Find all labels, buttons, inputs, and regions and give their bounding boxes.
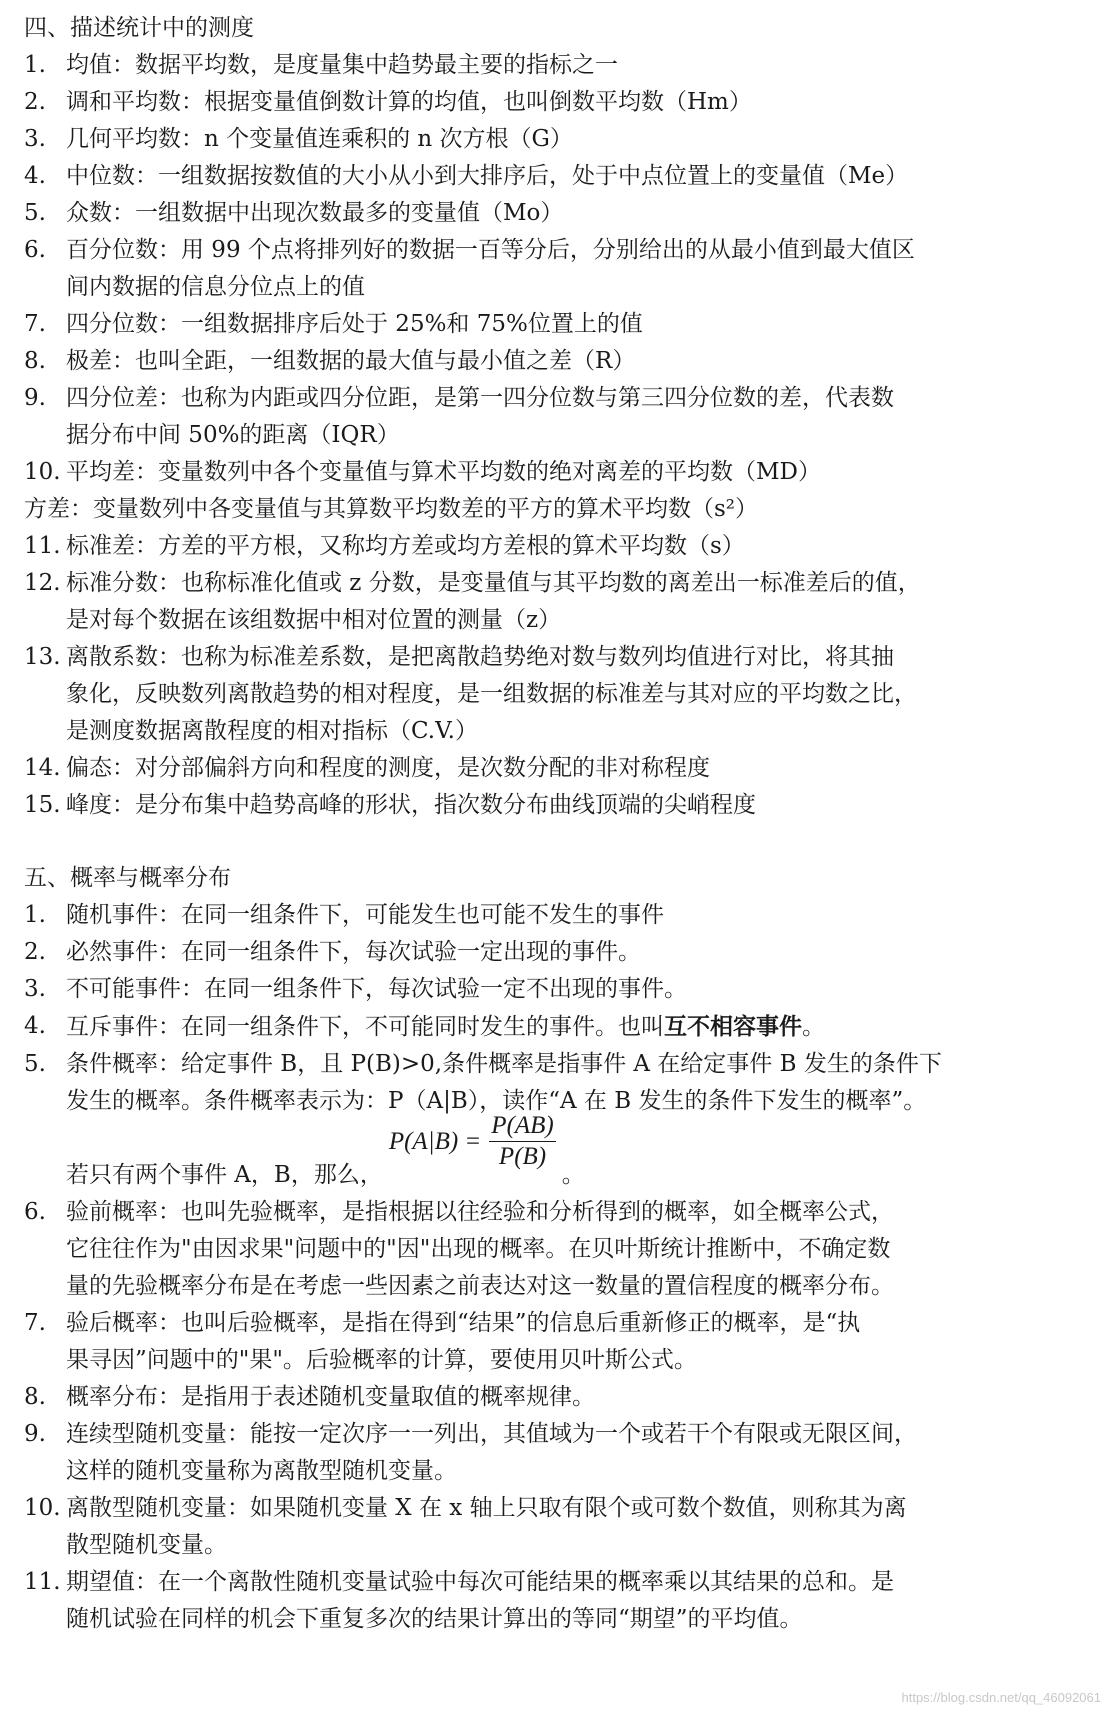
item-text: 不可能事件：在同一组条件下，每次试验一定不出现的事件。	[66, 976, 687, 1002]
item-text	[66, 528, 1024, 565]
list-item	[24, 897, 1024, 934]
list-item	[24, 343, 1024, 380]
item-text	[66, 565, 1024, 639]
item-text	[66, 1379, 1024, 1416]
item-text	[66, 1194, 1024, 1305]
item-text	[66, 121, 1024, 158]
item-number: 9.	[24, 1421, 46, 1447]
item-text	[66, 1416, 1024, 1490]
item-number: 5.	[24, 200, 46, 226]
item-number: 4.	[24, 163, 46, 189]
item-line: 连续型随机变量：能按一定次序一一列出，其值域为一个或若干个有限或无限区间，	[66, 1421, 917, 1447]
item-line: 象化，反映数列离散趋势的相对程度，是一组数据的标准差与其对应的平均数之比，	[66, 681, 917, 707]
item-line: 期望值：在一个离散性随机变量试验中每次可能结果的概率乘以其结果的总和。是	[66, 1569, 894, 1595]
item-text	[66, 1008, 1024, 1046]
list-item	[24, 232, 1024, 306]
item-number: 15.	[24, 792, 61, 818]
formula-fraction	[489, 1111, 555, 1172]
section-4-list-continued	[24, 528, 1024, 824]
item-number: 11.	[24, 1569, 61, 1595]
item-text	[66, 232, 1024, 306]
item-line: 量的先验概率分布是在考虑一些因素之前表达对这一数量的置信程度的概率分布。	[66, 1273, 894, 1299]
item-text	[66, 343, 1024, 380]
section-5-list-rest	[24, 1194, 1024, 1638]
item-number: 14.	[24, 755, 61, 781]
item-line: 离散系数：也称为标准差系数，是把离散趋势绝对数与数列均值进行对比，将其抽	[66, 644, 894, 670]
list-item	[24, 750, 1024, 787]
formula-numerator: P(AB)	[489, 1111, 555, 1142]
item-text	[66, 750, 1024, 787]
list-item	[24, 1416, 1024, 1490]
item-line: 离散型随机变量：如果随机变量 X 在 x 轴上只取有限个或可数个数值，则称其为离	[66, 1495, 907, 1521]
item-text	[66, 1305, 1024, 1379]
item-line: 几何平均数：n 个变量值连乘积的 n 次方根（G）	[66, 126, 573, 152]
item-text	[66, 380, 1024, 454]
item-number: 4.	[24, 1013, 46, 1039]
list-item	[24, 306, 1024, 343]
watermark: https://blog.csdn.net/qq_46092061	[901, 1690, 1101, 1705]
item-number: 7.	[24, 311, 46, 337]
list-item	[24, 1194, 1024, 1305]
list-item	[24, 639, 1024, 750]
item-number: 11.	[24, 533, 61, 559]
item-line: 随机试验在同样的机会下重复多次的结果计算出的等同“期望”的平均值。	[66, 1606, 803, 1632]
item-text: 随机事件：在同一组条件下，可能发生也可能不发生的事件	[66, 902, 664, 928]
list-item	[24, 1008, 1024, 1046]
formula-line	[66, 1111, 1024, 1194]
item-line: 是测度数据离散程度的相对指标（C.V.）	[66, 718, 478, 744]
item-text	[66, 639, 1024, 750]
item-text	[66, 47, 1024, 84]
item-line: 概率分布：是指用于表述随机变量取值的概率规律。	[66, 1384, 595, 1410]
item-line: 百分位数：用 99 个点将排列好的数据一百等分后，分别给出的从最小值到最大值区	[66, 237, 915, 263]
item-line: 均值：数据平均数，是度量集中趋势最主要的指标之一	[66, 52, 618, 78]
item-text: 必然事件：在同一组条件下，每次试验一定出现的事件。	[66, 939, 641, 965]
item-text-main: 互斥事件：在同一组条件下，不可能同时发生的事件。也叫	[66, 1014, 664, 1040]
list-item	[24, 121, 1024, 158]
item-line: 调和平均数：根据变量值倒数计算的均值，也叫倒数平均数（Hm）	[66, 89, 752, 115]
list-item	[24, 1305, 1024, 1379]
section-4-list	[24, 47, 1024, 491]
variance-text: 方差：变量数列中各变量值与其算数平均数差的平方的算术平均数（s²）	[24, 496, 759, 522]
item-text	[66, 306, 1024, 343]
item-line: 这样的随机变量称为离散型随机变量。	[66, 1458, 457, 1484]
item-line: 偏态：对分部偏斜方向和程度的测度，是次数分配的非对称程度	[66, 755, 710, 781]
list-item	[24, 380, 1024, 454]
item-line: 四分位差：也称为内距或四分位距，是第一四分位数与第三四分位数的差，代表数	[66, 385, 894, 411]
formula-lhs: P(A|B) =	[388, 1127, 482, 1155]
item-line: 峰度：是分布集中趋势高峰的形状，指次数分布曲线顶端的尖峭程度	[66, 792, 756, 818]
list-item	[24, 195, 1024, 232]
list-item	[24, 528, 1024, 565]
list-item	[24, 1379, 1024, 1416]
item-number: 2.	[24, 939, 46, 965]
item-line: 标准差：方差的平方根，又称均方差或均方差根的算术平均数（s）	[66, 533, 745, 559]
list-item	[24, 934, 1024, 971]
item-number: 7.	[24, 1310, 46, 1336]
item-line: 标准分数：也称标准化值或 z 分数，是变量值与其平均数的离差出一标准差后的值，	[66, 570, 921, 596]
item-line: 发生的概率。条件概率表示为：P（A|B），读作“A 在 B 发生的条件下发生的概率”。	[66, 1088, 927, 1114]
item-number: 1.	[24, 52, 46, 78]
item-number: 3.	[24, 976, 46, 1002]
item-line: 中位数：一组数据按数值的大小从小到大排序后，处于中点位置上的变量值（Me）	[66, 163, 909, 189]
item-line: 据分布中间 50%的距离（IQR）	[66, 422, 400, 448]
document-page	[24, 10, 1024, 1638]
bold-term: 互不相容事件	[664, 1013, 802, 1040]
item-text	[66, 84, 1024, 121]
item-line: 它往往作为"由因求果"问题中的"因"出现的概率。在贝叶斯统计推断中，不确定数	[66, 1236, 891, 1262]
item-line: 极差：也叫全距，一组数据的最大值与最小值之差（R）	[66, 348, 636, 374]
conditional-probability-formula	[389, 1111, 556, 1172]
item-line: 间内数据的信息分位点上的值	[66, 274, 365, 300]
item-line: 众数：一组数据中出现次数最多的变量值（Mo）	[66, 200, 564, 226]
item-text	[66, 158, 1024, 195]
formula-intro: 若只有两个事件 A，B，那么，	[66, 1162, 383, 1188]
item-number: 8.	[24, 1384, 46, 1410]
item-line: 是对每个数据在该组数据中相对位置的测量（z）	[66, 607, 562, 633]
item-text	[66, 1490, 1024, 1564]
list-item	[24, 787, 1024, 824]
item-line: 平均差：变量数列中各个变量值与算术平均数的绝对离差的平均数（MD）	[66, 459, 821, 485]
item-text-tail: 。	[802, 1014, 825, 1040]
list-item	[24, 1564, 1024, 1638]
item-line: 验前概率：也叫先验概率，是指根据以往经验和分析得到的概率，如全概率公式，	[66, 1199, 894, 1225]
formula-denominator: P(B)	[498, 1142, 547, 1170]
section-5-title: 五、概率与概率分布	[24, 865, 231, 891]
item-number: 5.	[24, 1051, 46, 1077]
variance-definition	[24, 491, 1024, 528]
item-text	[66, 454, 1024, 491]
item-line: 验后概率：也叫后验概率，是指在得到“结果”的信息后重新修正的概率，是“执	[66, 1310, 861, 1336]
item-number: 8.	[24, 348, 46, 374]
section-4-title: 四、描述统计中的测度	[24, 15, 254, 41]
item-line: 条件概率：给定事件 B，且 P(B)>0,条件概率是指事件 A 在给定事件 B 发生的条件下	[66, 1051, 942, 1077]
item-number: 6.	[24, 237, 46, 263]
item-text	[66, 195, 1024, 232]
item-number: 1.	[24, 902, 46, 928]
item-number: 3.	[24, 126, 46, 152]
formula-end: 。	[561, 1162, 585, 1188]
list-item	[24, 971, 1024, 1008]
item-number: 2.	[24, 89, 46, 115]
item-line: 四分位数：一组数据排序后处于 25%和 75%位置上的值	[66, 311, 643, 337]
list-item	[24, 454, 1024, 491]
list-item-conditional-probability	[24, 1046, 1024, 1194]
section-gap	[24, 824, 1024, 860]
item-number: 12.	[24, 570, 61, 596]
item-line: 散型随机变量。	[66, 1532, 227, 1558]
item-line: 果寻因”问题中的"果"。后验概率的计算，要使用贝叶斯公式。	[66, 1347, 697, 1373]
list-item	[24, 47, 1024, 84]
list-item	[24, 565, 1024, 639]
item-number: 10.	[24, 459, 61, 485]
item-number: 10.	[24, 1495, 61, 1521]
item-number: 13.	[24, 644, 61, 670]
list-item	[24, 1490, 1024, 1564]
list-item	[24, 84, 1024, 121]
list-item	[24, 158, 1024, 195]
item-text	[66, 1564, 1024, 1638]
item-number: 9.	[24, 385, 46, 411]
item-text	[66, 787, 1024, 824]
item-number: 6.	[24, 1199, 46, 1225]
